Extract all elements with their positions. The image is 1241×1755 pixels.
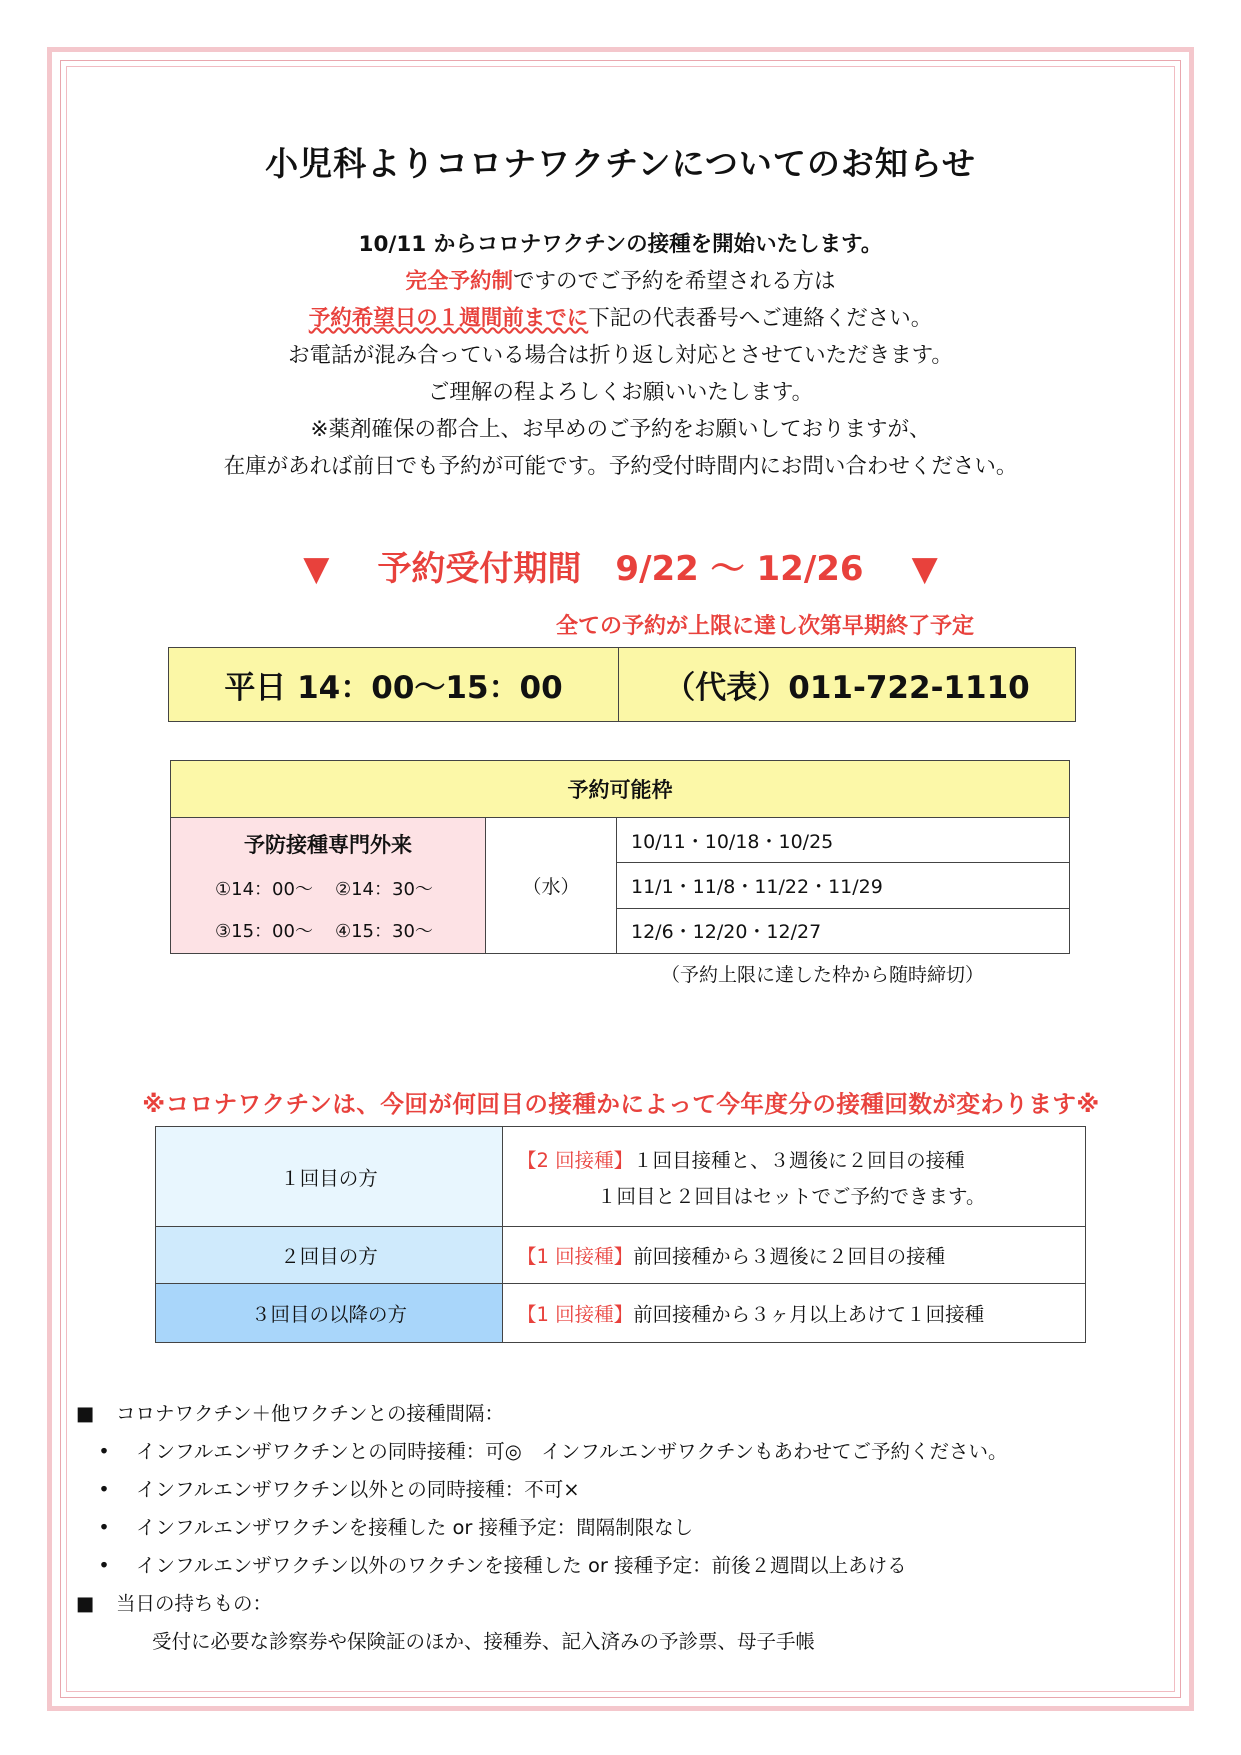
dose-detail bbox=[503, 1227, 1086, 1284]
bullet-icon: • bbox=[98, 1440, 110, 1463]
early-end-notice: 全ての予約が上限に達し次第早期終了予定 bbox=[556, 614, 975, 639]
list-item-text: インフルエンザワクチン以外のワクチンを接種した or 接種予定：前後２週間以上あける bbox=[136, 1554, 907, 1577]
dose-text: 前回接種から３ヶ月以上あけて１回接種 bbox=[633, 1303, 985, 1326]
square-bullet-icon: ■ bbox=[76, 1402, 95, 1425]
slots-table bbox=[170, 760, 1070, 954]
reservation-period bbox=[0, 543, 1241, 595]
intro-line-6: ※薬剤確保の都合上、お早めのご予約をお願いしておりますが、 bbox=[310, 417, 931, 442]
list-item bbox=[76, 1509, 1008, 1547]
date-row: 12/6・12/20・12/27 bbox=[617, 908, 1070, 953]
bring-heading-text: 当日の持ちもの： bbox=[116, 1592, 273, 1615]
bullet-icon: • bbox=[98, 1554, 110, 1577]
page-title: 小児科よりコロナワクチンについてのお知らせ bbox=[265, 144, 976, 183]
contact-table bbox=[168, 647, 1076, 722]
time-slot: ①14：00～ bbox=[215, 879, 313, 900]
intro-line-1: 10/11 からコロナワクチンの接種を開始いたします。 bbox=[358, 232, 883, 257]
dose-warning: ※コロナワクチンは、今回が何回目の接種かによって今年度分の接種回数が変わります※ bbox=[142, 1090, 1100, 1118]
dose-table bbox=[155, 1126, 1086, 1343]
list-item-text: インフルエンザワクチンとの同時接種：可◎ インフルエンザワクチンもあわせてご予約ください。 bbox=[136, 1440, 1008, 1463]
dose-who: ２回目の方 bbox=[156, 1227, 503, 1284]
list-item bbox=[76, 1471, 1008, 1509]
list-item bbox=[76, 1433, 1008, 1471]
clinic-name: 予防接種専門外来 bbox=[244, 833, 412, 857]
phone-number: （代表）011-722-1110 bbox=[619, 648, 1076, 722]
reception-hours: 平日 14：00～15：00 bbox=[169, 648, 619, 722]
dose-who: １回目の方 bbox=[156, 1127, 503, 1227]
intro-line-3-rest: 下記の代表番号へご連絡ください。 bbox=[588, 306, 933, 331]
intro-line-4: お電話が混み合っている場合は折り返し対応とさせていただきます。 bbox=[288, 343, 953, 368]
intro-line-3 bbox=[0, 300, 1241, 337]
dose-detail bbox=[503, 1127, 1086, 1227]
dose-subtext: １回目と２回目はセットでご予約できます。 bbox=[597, 1184, 986, 1208]
dose-detail bbox=[503, 1284, 1086, 1343]
bring-heading bbox=[76, 1585, 1008, 1623]
clinic-cell bbox=[171, 818, 486, 954]
time-slot: ④15：30～ bbox=[334, 921, 433, 942]
intro-line-2-rest: ですのでご予約を希望される方は bbox=[513, 269, 836, 294]
dose-tag: 【1 回接種】 bbox=[517, 1245, 634, 1268]
intro-line-5: ご理解の程よろしくお願いいたします。 bbox=[427, 380, 814, 405]
time-slot: ③15：00～ bbox=[215, 921, 313, 942]
bullet-icon: • bbox=[98, 1516, 110, 1539]
interval-heading-text: コロナワクチン＋他ワクチンとの接種間隔： bbox=[116, 1402, 505, 1425]
interval-heading bbox=[76, 1395, 1008, 1433]
list-item-text: インフルエンザワクチン以外との同時接種：不可× bbox=[136, 1478, 580, 1501]
weekday-cell: （水） bbox=[486, 818, 617, 954]
full-reservation-emphasis: 完全予約制 bbox=[405, 269, 513, 294]
period-label: 予約受付期間 9/22 ～ 12/26 bbox=[377, 549, 864, 589]
list-item bbox=[76, 1547, 1008, 1585]
intro-line-2 bbox=[0, 263, 1241, 300]
dose-text: １回目接種と、３週後に２回目の接種 bbox=[633, 1148, 965, 1172]
list-item-text: インフルエンザワクチンを接種した or 接種予定：間隔制限なし bbox=[136, 1516, 694, 1539]
date-row: 11/1・11/8・11/22・11/29 bbox=[617, 863, 1070, 908]
slots-header: 予約可能枠 bbox=[171, 761, 1070, 818]
info-list bbox=[76, 1395, 1008, 1661]
slots-note: （予約上限に達した枠から随時締切） bbox=[661, 964, 985, 986]
triangle-down-icon: ▼ bbox=[303, 549, 330, 589]
bring-text: 受付に必要な診察券や保険証のほか、接種券、記入済みの予診票、母子手帳 bbox=[152, 1630, 816, 1653]
bullet-icon: • bbox=[98, 1478, 110, 1501]
date-row: 10/11・10/18・10/25 bbox=[617, 818, 1070, 863]
dose-text: 前回接種から３週後に２回目の接種 bbox=[633, 1245, 946, 1268]
dose-tag: 【2 回接種】 bbox=[517, 1148, 634, 1172]
intro-text bbox=[0, 226, 1241, 485]
time-row bbox=[171, 869, 485, 911]
dose-who: ３回目の以降の方 bbox=[156, 1284, 503, 1343]
dose-tag: 【1 回接種】 bbox=[517, 1303, 634, 1326]
deadline-emphasis: 予約希望日の１週間前までに bbox=[308, 306, 589, 331]
time-row bbox=[171, 911, 485, 953]
time-slot: ②14：30～ bbox=[334, 879, 433, 900]
square-bullet-icon: ■ bbox=[76, 1592, 95, 1615]
intro-line-7: 在庫があれば前日でも予約が可能です。予約受付時間内にお問い合わせください。 bbox=[223, 454, 1018, 479]
triangle-down-icon: ▼ bbox=[911, 549, 938, 589]
